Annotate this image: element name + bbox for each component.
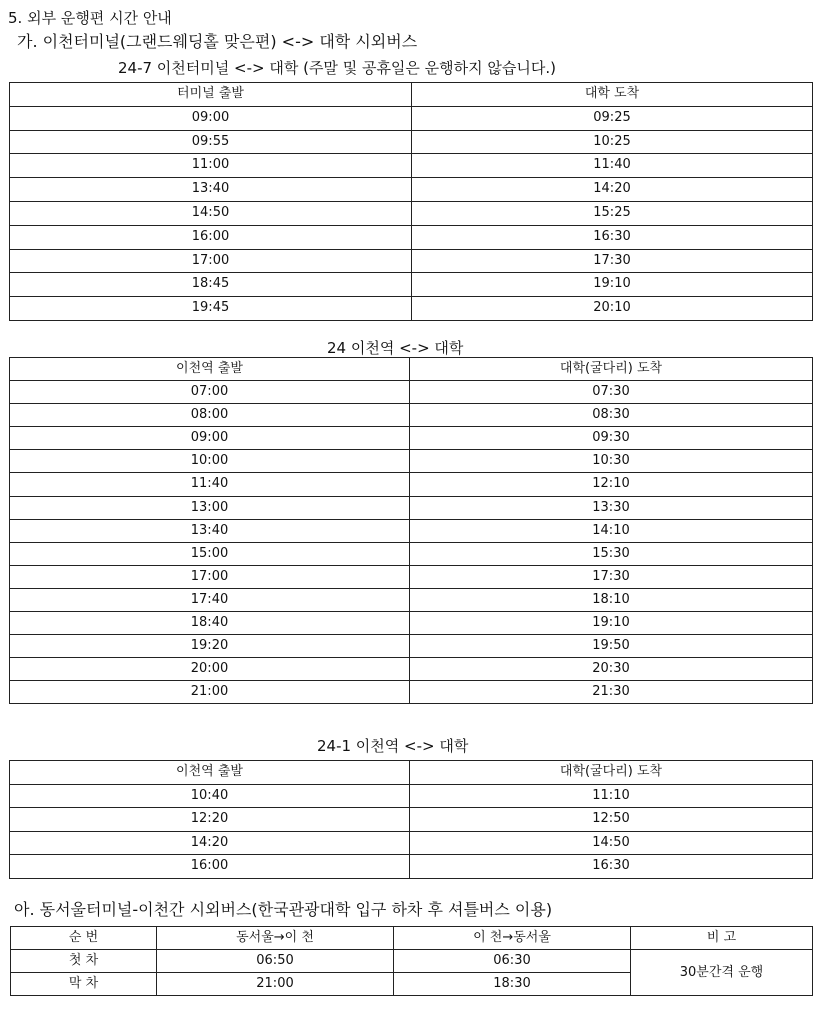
table-row [10, 588, 813, 611]
departure-time: 13:40 [10, 519, 410, 542]
table-row [10, 154, 813, 178]
departure-time: 18:45 [10, 273, 412, 297]
table-row [10, 855, 813, 879]
first-icheon-to-seoul: 06:30 [394, 950, 631, 973]
arrival-time: 19:10 [410, 612, 813, 635]
arrival-time: 07:30 [410, 381, 813, 404]
arrival-time: 12:50 [410, 808, 813, 832]
table-row [10, 297, 813, 321]
table-row [10, 831, 813, 855]
table-row [10, 658, 813, 681]
col-header-order: 순 번 [11, 927, 157, 950]
table-header-row [10, 358, 813, 381]
arrival-time: 11:40 [412, 154, 813, 178]
route-24-7-timetable [9, 82, 813, 321]
table-row [10, 784, 813, 808]
arrival-time: 13:30 [410, 496, 813, 519]
column-header: 대학 도착 [412, 83, 813, 107]
table-row [10, 404, 813, 427]
column-header: 대학(굴다리) 도착 [410, 761, 813, 785]
arrival-time: 15:30 [410, 542, 813, 565]
table-row [10, 106, 813, 130]
arrival-time: 15:25 [412, 201, 813, 225]
table-row [10, 130, 813, 154]
arrival-time: 10:30 [410, 450, 813, 473]
col-header-seoul-to-icheon: 동서울→이 천 [157, 927, 394, 950]
table-header-row [10, 83, 813, 107]
table-row [10, 496, 813, 519]
table-row [10, 612, 813, 635]
table-row [10, 427, 813, 450]
page-heading: 5. 외부 운행편 시간 안내 [8, 9, 172, 27]
departure-time: 12:20 [10, 808, 410, 832]
arrival-time: 19:50 [410, 635, 813, 658]
arrival-time: 09:30 [410, 427, 813, 450]
last-seoul-to-icheon: 21:00 [157, 973, 394, 996]
departure-time: 13:00 [10, 496, 410, 519]
section-ga-title: 가. 이천터미널(그랜드웨딩홀 맞은편) <-> 대학 시외버스 [17, 32, 418, 51]
table-row [10, 450, 813, 473]
arrival-time: 20:10 [412, 297, 813, 321]
table-row [10, 225, 813, 249]
table-row [10, 273, 813, 297]
departure-time: 17:40 [10, 588, 410, 611]
last-icheon-to-seoul: 18:30 [394, 973, 631, 996]
arrival-time: 21:30 [410, 681, 813, 704]
table-row [10, 473, 813, 496]
first-seoul-to-icheon: 06:50 [157, 950, 394, 973]
departure-time: 11:40 [10, 473, 410, 496]
row-label-first: 첫 차 [11, 950, 157, 973]
column-header: 대학(굴다리) 도착 [410, 358, 813, 381]
table-row [10, 808, 813, 832]
departure-time: 18:40 [10, 612, 410, 635]
arrival-time: 12:10 [410, 473, 813, 496]
col-header-note: 비 고 [631, 927, 813, 950]
arrival-time: 20:30 [410, 658, 813, 681]
column-header: 이천역 출발 [10, 761, 410, 785]
arrival-time: 10:25 [412, 130, 813, 154]
departure-time: 14:20 [10, 831, 410, 855]
route-24-1-timetable [9, 760, 813, 879]
route-24-title: 24 이천역 <-> 대학 [327, 339, 464, 357]
departure-time: 19:45 [10, 297, 412, 321]
route-24-7-title: 24-7 이천터미널 <-> 대학 (주말 및 공휴일은 운행하지 않습니다.) [118, 59, 556, 77]
departure-time: 09:55 [10, 130, 412, 154]
section-a-title: 아. 동서울터미널-이천간 시외버스(한국관광대학 입구 하차 후 셔틀버스 이용) [14, 900, 553, 919]
departure-time: 08:00 [10, 404, 410, 427]
table-row [10, 681, 813, 704]
table-row [10, 381, 813, 404]
route-24-timetable [9, 357, 813, 704]
table-row [10, 249, 813, 273]
column-header: 이천역 출발 [10, 358, 410, 381]
table-row [10, 519, 813, 542]
departure-time: 13:40 [10, 178, 412, 202]
departure-time: 11:00 [10, 154, 412, 178]
table-row [10, 542, 813, 565]
departure-time: 16:00 [10, 855, 410, 879]
departure-time: 20:00 [10, 658, 410, 681]
arrival-time: 18:10 [410, 588, 813, 611]
table-row [10, 635, 813, 658]
table-row [10, 178, 813, 202]
departure-time: 19:20 [10, 635, 410, 658]
departure-time: 15:00 [10, 542, 410, 565]
arrival-time: 14:20 [412, 178, 813, 202]
departure-time: 10:40 [10, 784, 410, 808]
departure-time: 09:00 [10, 106, 412, 130]
arrival-time: 14:10 [410, 519, 813, 542]
arrival-time: 17:30 [412, 249, 813, 273]
departure-time: 07:00 [10, 381, 410, 404]
col-header-icheon-to-seoul: 이 천→동서울 [394, 927, 631, 950]
departure-time: 17:00 [10, 565, 410, 588]
row-label-last: 막 차 [11, 973, 157, 996]
arrival-time: 17:30 [410, 565, 813, 588]
arrival-time: 19:10 [412, 273, 813, 297]
interval-note: 30분간격 운행 [631, 950, 813, 996]
table-row [10, 201, 813, 225]
arrival-time: 08:30 [410, 404, 813, 427]
table-row [10, 565, 813, 588]
route-24-1-title: 24-1 이천역 <-> 대학 [317, 737, 469, 755]
departure-time: 10:00 [10, 450, 410, 473]
arrival-time: 16:30 [410, 855, 813, 879]
departure-time: 17:00 [10, 249, 412, 273]
arrival-time: 11:10 [410, 784, 813, 808]
table-header-row [10, 761, 813, 785]
dong-seoul-timetable [10, 926, 813, 996]
departure-time: 16:00 [10, 225, 412, 249]
arrival-time: 14:50 [410, 831, 813, 855]
column-header: 터미널 출발 [10, 83, 412, 107]
departure-time: 14:50 [10, 201, 412, 225]
arrival-time: 16:30 [412, 225, 813, 249]
arrival-time: 09:25 [412, 106, 813, 130]
departure-time: 09:00 [10, 427, 410, 450]
departure-time: 21:00 [10, 681, 410, 704]
